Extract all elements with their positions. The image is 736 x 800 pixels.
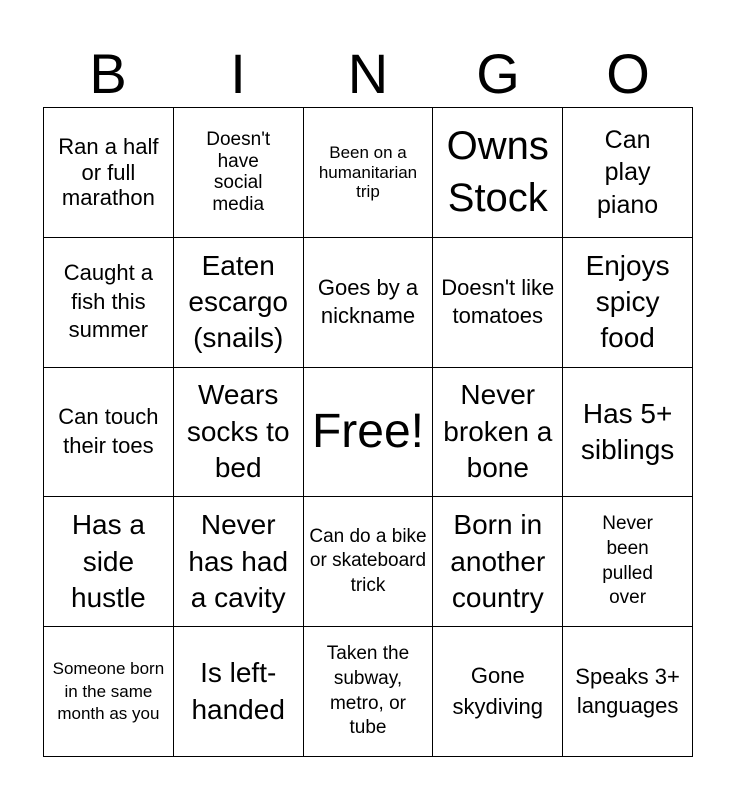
bingo-cell[interactable] [563, 368, 693, 498]
bingo-cell[interactable] [44, 627, 174, 757]
bingo-cell-text: Can play piano [597, 125, 659, 219]
free-space[interactable] [304, 368, 434, 498]
header-letter-g: G [476, 42, 520, 105]
bingo-cell[interactable] [174, 238, 304, 368]
bingo-cell[interactable] [563, 238, 693, 368]
bingo-cell[interactable] [304, 108, 434, 238]
header-letter-b: B [89, 42, 127, 105]
bingo-cell[interactable] [563, 497, 693, 627]
bingo-cell-text: Has 5+ siblings [580, 397, 675, 465]
bingo-cell[interactable] [563, 627, 693, 757]
bingo-header [43, 40, 693, 108]
bingo-cell-text: Been on a humanitarian trip [318, 143, 418, 202]
bingo-cell[interactable] [174, 627, 304, 757]
bingo-cell[interactable] [433, 627, 563, 757]
bingo-cell-text: Wears socks to bed [186, 379, 290, 484]
bingo-cell-text: Gone skydiving [452, 662, 544, 719]
free-space-text: Free! [311, 405, 424, 459]
bingo-cell-text: Enjoys spicy food [585, 249, 670, 354]
bingo-card-grid [43, 107, 693, 757]
bingo-cell-text: Doesn't have social media [206, 128, 271, 216]
bingo-cell[interactable] [44, 238, 174, 368]
bingo-cell-text: Speaks 3+ languages [575, 664, 680, 718]
bingo-cell[interactable] [174, 108, 304, 238]
bingo-cell[interactable] [304, 497, 434, 627]
bingo-cell[interactable] [174, 497, 304, 627]
bingo-cell[interactable] [433, 238, 563, 368]
bingo-cell-text: Eaten escargo (snails) [188, 249, 288, 354]
bingo-cell-text: Is left-handed [191, 657, 285, 725]
bingo-cell-text: Never broken a bone [443, 379, 553, 484]
bingo-cell[interactable] [44, 108, 174, 238]
bingo-cell-text: Doesn't like tomatoes [441, 274, 555, 329]
bingo-cell-text: Caught a fish this summer [63, 260, 154, 343]
bingo-cell-text: Goes by a nickname [317, 274, 419, 329]
header-letter-n: N [347, 42, 389, 105]
bingo-cell[interactable] [44, 497, 174, 627]
bingo-cell-text: Owns Stock [446, 124, 549, 221]
bingo-cell-text: Taken the subway, metro, or tube [326, 643, 410, 739]
bingo-cell-text: Ran a half or full marathon [58, 134, 159, 211]
bingo-cell[interactable] [44, 368, 174, 498]
bingo-cell-text: Can do a bike or skateboard trick [309, 525, 427, 597]
header-letter-i: I [230, 42, 246, 105]
header-letter-o: O [606, 42, 650, 105]
bingo-cell[interactable] [433, 368, 563, 498]
bingo-cell-text: Someone born in the same month as you [52, 659, 165, 723]
bingo-cell-text: Never been pulled over [602, 513, 653, 609]
bingo-cell[interactable] [304, 627, 434, 757]
bingo-cell-text: Can touch their toes [58, 404, 159, 458]
bingo-cell-text: Has a side hustle [71, 509, 146, 613]
bingo-cell-text: Born in another country [450, 509, 546, 613]
bingo-cell[interactable] [304, 238, 434, 368]
bingo-cell-text: Never has had a cavity [188, 509, 289, 613]
bingo-cell[interactable] [433, 497, 563, 627]
bingo-cell[interactable] [174, 368, 304, 498]
bingo-cell[interactable] [563, 108, 693, 238]
bingo-cell[interactable] [433, 108, 563, 238]
